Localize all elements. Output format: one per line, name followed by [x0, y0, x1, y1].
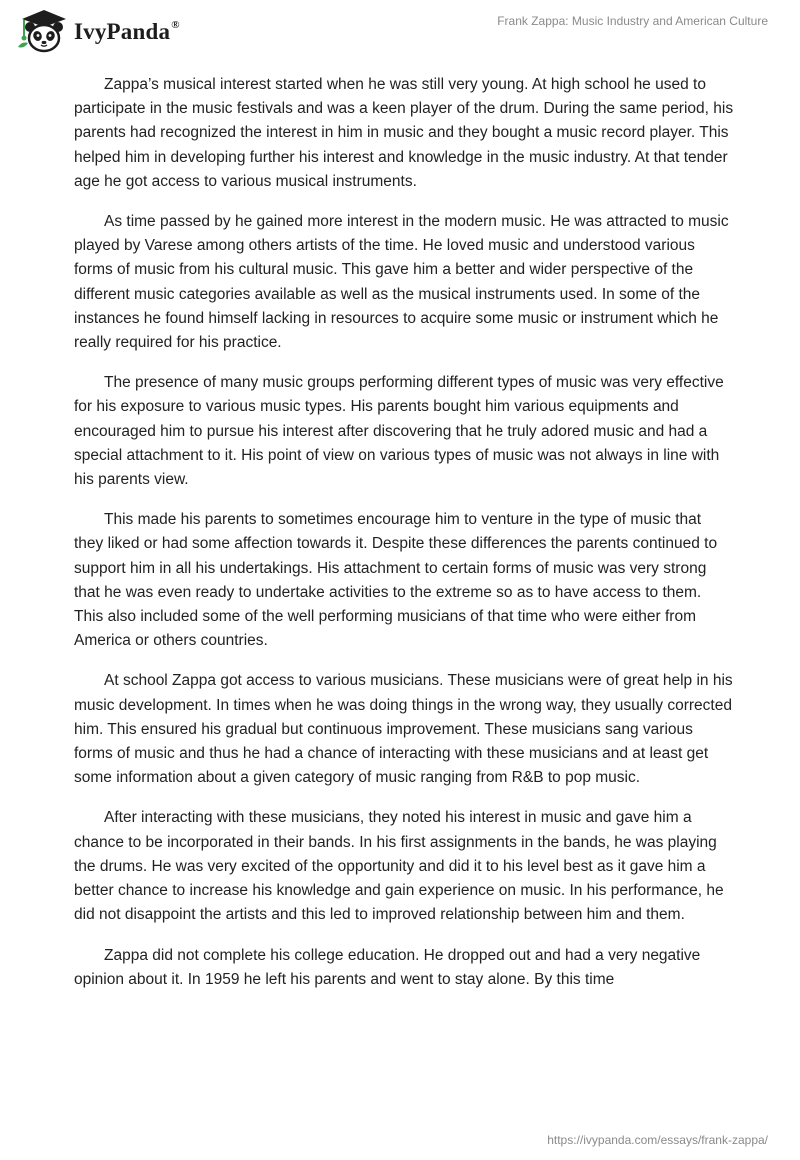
- registered-mark: ®: [171, 19, 180, 32]
- essay-body: [74, 73, 734, 1008]
- page-header: [0, 0, 800, 60]
- brand-logo[interactable]: [14, 7, 180, 55]
- paragraph: As time passed by he gained more interest in the modern music. He was attracted to music played by Varese among others artists of the time. He loved music and understood various forms of music from his cultural music. This gave him a better and wider perspective of the different music categories available as well as the musical instruments used. In some of the instances he found himself lacking in resources to acquire some music or instrument which he really required for his practice.: [74, 213, 729, 352]
- paragraph: Zappa’s musical interest started when he was still very young. At high school he used to participate in the music festivals and was a keen player of the drum. During the same period, his parents had recognized the interest in him in music and they bought a music record player. This helped him in developing further his interest and knowledge in the music industry. At that tender age he got access to various musical instruments.: [74, 76, 734, 190]
- paragraph: Zappa did not complete his college education. He dropped out and had a very negative opinion about it. In 1959 he left his parents and went to stay alone. By this time: [74, 946, 701, 988]
- document-title: Frank Zappa: Music Industry and American Culture: [497, 14, 768, 28]
- paragraph: After interacting with these musicians, they noted his interest in music and gave him a chance to be incorporated in their bands. In his first assignments in the bands, he was playing the drums. He was very excited of the opportunity and did it to his level best as it gave him a better chance to increase his knowledge and gain experience on music. In his performance, he did not disappoint the artists and this led to improved relationship between him and them.: [74, 809, 724, 924]
- brand-name: IvyPanda®: [74, 19, 180, 44]
- paragraph: At school Zappa got access to various musicians. These musicians were of great help in his music development. In times when he was doing things in the wrong way, they usually corrected him. This ensured his gradual but continuous improvement. These musicians sang various forms of music and thus he had a chance of interacting with these musicians and at least get some information about a given category of music ranging from R&B to pop music.: [74, 672, 733, 787]
- source-url-link[interactable]: https://ivypanda.com/essays/frank-zappa/: [547, 1133, 768, 1147]
- paragraph: This made his parents to sometimes encourage him to venture in the type of music that they liked or had some affection towards it. Despite these differences the parents continued to support him in all his undertakings. His attachment to certain forms of music was very strong that he was even ready to undertake activities to the extreme so as to have access to them. This also included some of the well performing musicians of that time who were either from America or others countries.: [74, 511, 718, 650]
- panda-graduation-cap-icon: [14, 7, 70, 55]
- paragraph: The presence of many music groups performing different types of music was very effective for his exposure to various music types. His parents bought him various equipments and encouraged him to pursue his interest after discovering that he truly adored music and had a special attachment to it. His point of view on various types of music was not always in line with his parents view.: [74, 374, 724, 489]
